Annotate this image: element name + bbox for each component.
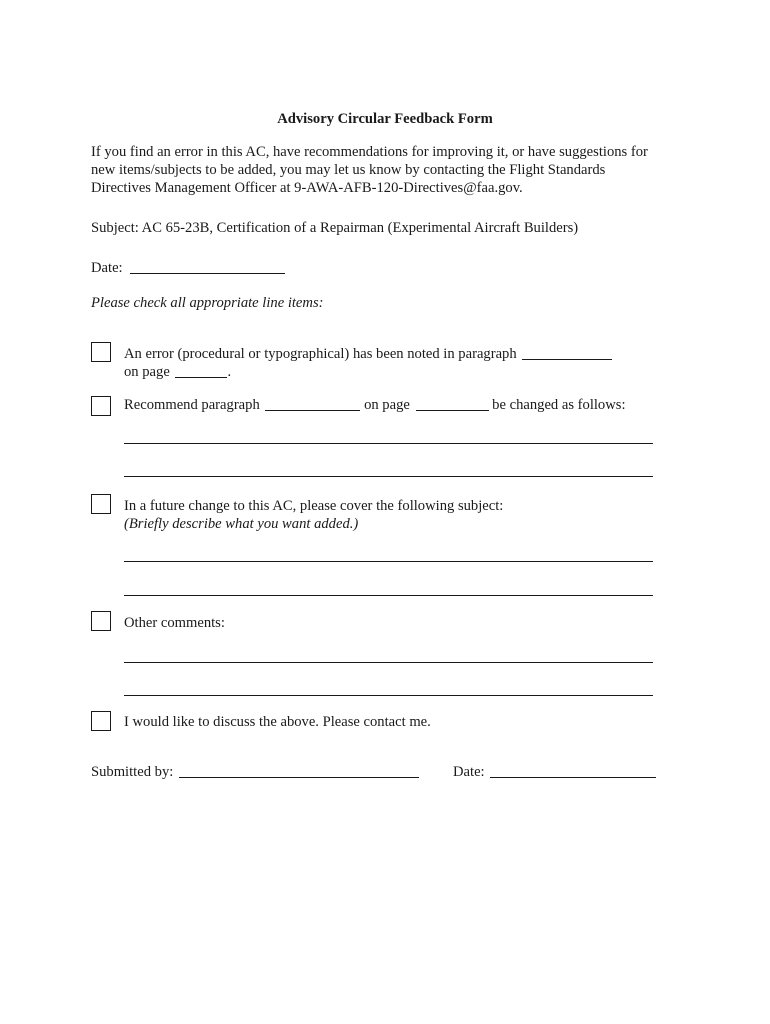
future-change-hint: (Briefly describe what you want added.) xyxy=(124,516,359,532)
date-field[interactable] xyxy=(130,261,285,274)
error-item-line2 xyxy=(124,363,231,381)
submitted-by-label: Submitted by: xyxy=(91,764,174,780)
date-row xyxy=(91,259,285,277)
intro-line: Directives Management Officer at 9-AWA-AFB-120-Directives@faa.gov. xyxy=(91,180,523,196)
discuss-checkbox[interactable] xyxy=(91,711,111,731)
error-checkbox[interactable] xyxy=(91,342,111,362)
future-answer-line[interactable] xyxy=(124,561,653,562)
recommend-page-field[interactable] xyxy=(416,398,489,411)
intro-paragraph xyxy=(91,143,691,197)
other-comments-line[interactable] xyxy=(124,695,653,696)
error-paragraph-field[interactable] xyxy=(522,347,612,360)
footer-date-label: Date: xyxy=(453,764,485,780)
recommend-item xyxy=(124,396,626,414)
intro-line: new items/subjects to be added, you may let us know by contacting the Flight Standards xyxy=(91,162,606,178)
instructions: Please check all appropriate line items: xyxy=(91,295,324,311)
error-period: . xyxy=(227,364,232,380)
footer-date-field[interactable] xyxy=(490,765,656,778)
footer-date-row xyxy=(453,763,656,781)
recommend-answer-line[interactable] xyxy=(124,443,653,444)
intro-line: If you find an error in this AC, have recommendations for improving it, or have suggestions for xyxy=(91,144,648,160)
subject-line: Subject: AC 65-23B, Certification of a Repairman (Experimental Aircraft Builders) xyxy=(91,220,579,236)
recommend-paragraph-field[interactable] xyxy=(265,398,360,411)
other-comments-checkbox[interactable] xyxy=(91,611,111,631)
recommend-answer-line[interactable] xyxy=(124,476,653,477)
submitted-by-row xyxy=(91,763,419,781)
recommend-text-c: be changed as follows: xyxy=(492,397,626,413)
future-change-text: In a future change to this AC, please cover the following subject: xyxy=(124,498,504,514)
discuss-text: I would like to discuss the above. Please contact me. xyxy=(124,714,431,730)
recommend-checkbox[interactable] xyxy=(91,396,111,416)
error-page-label: on page xyxy=(124,364,170,380)
error-item-line1 xyxy=(124,345,612,363)
recommend-text-b: on page xyxy=(364,397,410,413)
form-title: Advisory Circular Feedback Form xyxy=(277,111,493,127)
date-label: Date: xyxy=(91,260,123,276)
submitted-by-field[interactable] xyxy=(179,765,419,778)
error-item-text: An error (procedural or typographical) has been noted in paragraph xyxy=(124,346,517,362)
other-comments-line[interactable] xyxy=(124,662,653,663)
future-answer-line[interactable] xyxy=(124,595,653,596)
error-page-field[interactable] xyxy=(175,365,227,378)
recommend-text-a: Recommend paragraph xyxy=(124,397,260,413)
future-change-checkbox[interactable] xyxy=(91,494,111,514)
other-comments-text: Other comments: xyxy=(124,615,225,631)
